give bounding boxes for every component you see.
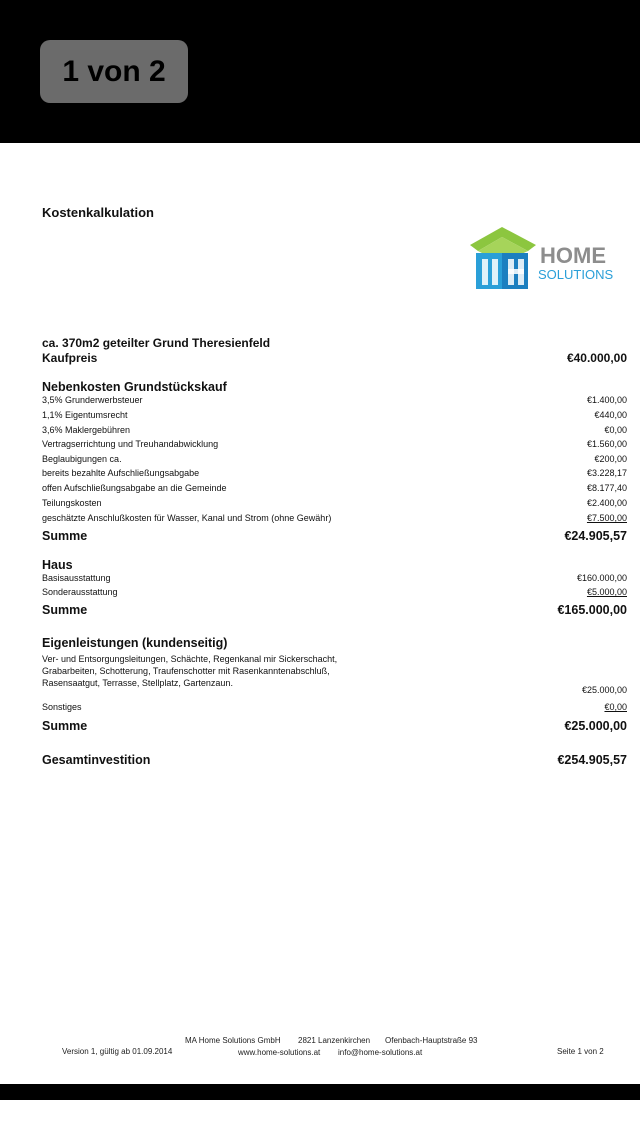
document-title: Kostenkalkulation: [42, 205, 154, 220]
price-row: [42, 351, 627, 367]
nebenkosten-row: [42, 483, 627, 495]
next-page-edge: [0, 1100, 640, 1136]
description-text: Grabarbeiten, Schotterung, Traufenschotter mit Rasenkanntenabschluß,: [42, 666, 330, 676]
footer-version: Version 1, gültig ab 01.09.2014: [62, 1047, 173, 1056]
haus-sum-row: [42, 603, 627, 619]
nebenkosten-row: [42, 513, 627, 525]
line-item-value: €2.400,00: [586, 498, 627, 508]
nebenkosten-row: [42, 439, 627, 451]
nebenkosten-row: [42, 454, 627, 466]
line-item-value: €160.000,00: [576, 573, 627, 583]
nebenkosten-heading: Nebenkosten Grundstückskauf: [42, 380, 227, 394]
footer-web: www.home-solutions.at: [238, 1048, 321, 1057]
line-item-label: 3,6% Maklergebühren: [42, 425, 131, 435]
line-item-label: Vertragserrichtung und Treuhandabwicklung: [42, 439, 219, 449]
line-item-label: offen Aufschließungsabgabe an die Gemeinde: [42, 483, 227, 493]
sum-value: €165.000,00: [557, 603, 627, 617]
line-item-value: €0,00: [604, 425, 627, 435]
nebenkosten-row: [42, 410, 627, 422]
line-item-label: Basisausstattung: [42, 573, 111, 583]
description-value-row: [42, 685, 627, 697]
sonstiges-row: [42, 702, 627, 714]
logo-mark-icon: [468, 223, 540, 295]
line-item-value: €3.228,17: [586, 468, 627, 478]
footer-street: Ofenbach-Hauptstraße 93: [385, 1036, 478, 1045]
line-item-value: €440,00: [594, 410, 627, 420]
sum-label: Summe: [42, 529, 88, 543]
property-heading-row: [42, 336, 627, 352]
description-line: [42, 666, 627, 678]
logo-word-home: HOME: [540, 243, 606, 268]
description-line: [42, 654, 627, 666]
nebenkosten-row: [42, 425, 627, 437]
price-label: Kaufpreis: [42, 351, 98, 365]
line-item-value: €8.177,40: [586, 483, 627, 493]
line-item-label: geschätzte Anschlußkosten für Wasser, Kanal und Strom (ohne Gewähr): [42, 513, 332, 523]
viewer-bottom-bar: [0, 1084, 640, 1100]
viewer-top-bar: [0, 0, 640, 143]
total-value: €254.905,57: [557, 753, 627, 767]
eigenleistungen-heading-row: [42, 636, 627, 652]
price-value: €40.000,00: [566, 351, 627, 365]
description-text: Rasensaatgut, Terrasse, Stellplatz, Gartenzaun.: [42, 678, 233, 688]
nebenkosten-row: [42, 498, 627, 510]
description-value: €25.000,00: [581, 685, 627, 695]
nebenkosten-row: [42, 395, 627, 407]
line-item-label: 3,5% Grunderwerbsteuer: [42, 395, 143, 405]
line-item-label: bereits bezahlte Aufschließungsabgabe: [42, 468, 200, 478]
haus-heading-row: [42, 558, 627, 574]
nebenkosten-heading-row: [42, 380, 627, 396]
total-row: [42, 753, 627, 769]
footer-company: MA Home Solutions GmbH: [185, 1036, 281, 1045]
line-item-value: €7.500,00: [586, 513, 627, 523]
sonstiges-label: Sonstiges: [42, 702, 82, 712]
eigenleistungen-sum-row: [42, 719, 627, 735]
line-item-label: Teilungskosten: [42, 498, 102, 508]
logo-word-solutions: SOLUTIONS: [538, 267, 614, 282]
haus-row: [42, 573, 627, 585]
haus-heading: Haus: [42, 558, 73, 572]
line-item-label: Beglaubigungen ca.: [42, 454, 122, 464]
haus-row: [42, 587, 627, 599]
line-item-value: €1.400,00: [586, 395, 627, 405]
line-item-value: €5.000,00: [586, 587, 627, 597]
total-label: Gesamtinvestition: [42, 753, 151, 767]
eigenleistungen-heading: Eigenleistungen (kundenseitig): [42, 636, 228, 650]
footer-page-number: Seite 1 von 2: [557, 1047, 604, 1056]
line-item-label: Sonderausstattung: [42, 587, 118, 597]
document-page[interactable]: [0, 143, 640, 1084]
line-item-value: €1.560,00: [586, 439, 627, 449]
sum-label: Summe: [42, 719, 88, 733]
nebenkosten-row: [42, 468, 627, 480]
sum-value: €24.905,57: [564, 529, 627, 543]
line-item-label: 1,1% Eigentumsrecht: [42, 410, 128, 420]
sonstiges-value: €0,00: [604, 702, 627, 712]
company-logo: [468, 223, 614, 295]
footer-email: info@home-solutions.at: [338, 1048, 423, 1057]
sum-value: €25.000,00: [564, 719, 627, 733]
line-item-value: €200,00: [594, 454, 627, 464]
property-heading: ca. 370m2 geteilter Grund Theresienfeld: [42, 336, 271, 350]
footer-city: 2821 Lanzenkirchen: [298, 1036, 371, 1045]
description-text: Ver- und Entsorgungsleitungen, Schächte, Regenkanal mir Sickerschacht,: [42, 654, 338, 664]
page-indicator: 1 von 2: [40, 40, 188, 103]
sum-label: Summe: [42, 603, 88, 617]
nebenkosten-sum-row: [42, 529, 627, 545]
